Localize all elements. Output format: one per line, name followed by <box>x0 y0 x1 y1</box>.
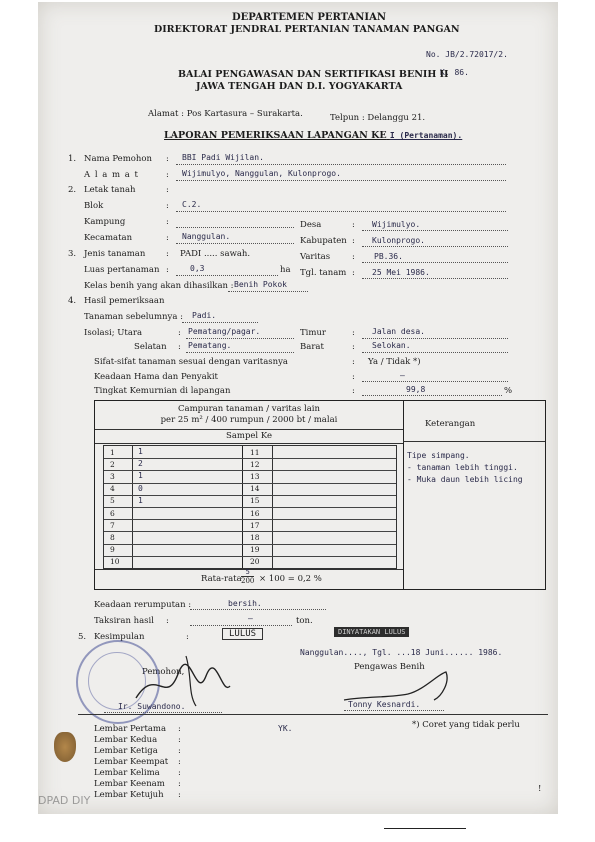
header-line1: DEPARTEMEN PERTANIAN <box>232 12 387 23</box>
luas-label: Luas pertanaman <box>84 265 160 275</box>
sample-number: 8 <box>110 532 115 542</box>
coret-note: *) Coret yang tidak perlu <box>412 720 520 730</box>
kemurnian-value: 99,8 <box>406 385 426 394</box>
lembar-label: Lembar Keenam <box>94 779 165 789</box>
sample-value: 2 <box>138 459 143 469</box>
hasil-label: Hasil pemeriksaan <box>84 296 165 306</box>
jenis-label: Jenis tanaman <box>84 249 146 259</box>
balai-line1: BALAI PENGAWASAN DAN SERTIFIKASI BENIH II <box>178 69 449 80</box>
lembar-colon: : <box>178 779 181 789</box>
keterangan-header: Keterangan <box>425 419 476 429</box>
lembar-label: Lembar Kedua <box>94 735 158 745</box>
sample-number: 7 <box>110 520 115 530</box>
lembar-label: Lembar Pertama <box>94 724 167 734</box>
varitas-value: PB.36. <box>374 252 403 261</box>
pemohon-name: Ir. Suwandono. <box>118 702 186 711</box>
kecamatan-value: Nanggulan. <box>182 232 231 241</box>
varitas-label: Varitas <box>300 252 331 262</box>
table-head-1: Campuran tanaman / varitas lain <box>178 404 320 414</box>
sample-value: 1 <box>138 471 143 481</box>
sample-number: 4 <box>110 484 115 494</box>
lembar-colon: : <box>178 768 181 778</box>
lembar-label: Lembar Kelima <box>94 768 160 778</box>
kemurnian-label: Tingkat Kemurnian di lapangan <box>94 386 231 396</box>
tgl-tanam-label: Tgl. tanam <box>300 268 347 278</box>
selatan-value: Pematang. <box>188 341 232 350</box>
kelas-label: Kelas benih yang akan dihasilkan : <box>84 281 234 291</box>
lembar-colon: : <box>178 735 181 745</box>
item-number-2: 2. <box>68 185 77 195</box>
item-number-4: 4. <box>68 296 77 306</box>
sebelumnya-value: Padi. <box>192 311 217 320</box>
lembar-label: Lembar Keempat <box>94 757 169 767</box>
sebelumnya-label: Tanaman sebelumnya : <box>84 312 183 322</box>
sample-number: 18 <box>250 532 260 542</box>
desa-value: Wijimulyo. <box>372 220 421 229</box>
watermark: DPAD DIY <box>38 794 91 807</box>
tgl-tanam-value: 25 Mei 1986. <box>372 268 430 277</box>
nama-label: Nama Pemohon <box>84 154 152 164</box>
lembar-label: Lembar Ketujuh <box>94 790 164 800</box>
header-telephone: Telpun : Delanggu 21. <box>330 113 426 123</box>
item-number-3: 3. <box>68 249 77 259</box>
side-mark: ! <box>538 784 542 794</box>
sample-number: 14 <box>250 484 260 494</box>
place-date: Nanggulan...., Tgl. ...18 Juni...... 1986. <box>300 648 503 657</box>
keterangan-line: - tanaman lebih tinggi. <box>407 463 518 472</box>
barat-label: Barat <box>300 342 324 352</box>
alamat-value: Wijimulyo, Nanggulan, Kulonprogo. <box>182 169 341 178</box>
lulus-stamp: DINYATAKAN LULUS <box>334 627 409 637</box>
page-underline <box>384 828 466 829</box>
taksiran-value: — <box>248 614 253 623</box>
sample-number: 9 <box>110 545 115 555</box>
sample-number: 12 <box>250 459 260 469</box>
rumput-value: bersih. <box>228 599 262 608</box>
lembar-row <box>94 782 278 801</box>
lembar-label: Lembar Ketiga <box>94 746 158 756</box>
hama-value: — <box>400 371 405 380</box>
sample-number: 15 <box>250 496 260 506</box>
sample-value: 0 <box>138 483 143 493</box>
lembar-value: YK. <box>278 724 293 733</box>
sifat-label: Sifat-sifat tanaman sesuai dengan varitasnya <box>94 357 288 367</box>
sample-number: 16 <box>250 508 260 518</box>
sample-number: 2 <box>110 459 115 469</box>
table-head-sampel: Sampel Ke <box>226 431 272 441</box>
report-title: LAPORAN PEMERIKSAAN LAPANGAN KE I (Pertanaman). <box>164 130 463 141</box>
balai-line2: JAWA TENGAH DAN D.I. YOGYAKARTA <box>196 81 403 92</box>
pengawas-label: Pengawas Benih <box>354 662 425 672</box>
kelas-value: Benih Pokok <box>234 280 287 289</box>
header-line2: DIREKTORAT JENDRAL PERTANIAN TANAMAN PANGAN <box>154 24 460 35</box>
letak-label: Letak tanah <box>84 185 136 195</box>
keterangan-line: Tipe simpang. <box>407 451 470 460</box>
lembar-colon: : <box>178 790 181 800</box>
timur-value: Jalan desa. <box>372 327 425 336</box>
sample-value: 1 <box>138 447 143 456</box>
kampung-label: Kampung <box>84 217 126 227</box>
nama-value: BBI Padi Wijilan. <box>182 153 264 162</box>
emblem-icon <box>54 732 76 762</box>
item-number-5: 5. <box>78 632 87 642</box>
sample-number: 13 <box>250 471 260 481</box>
alamat-label: A l a m a t <box>84 170 139 180</box>
header-address: Alamat : Pos Kartasura – Surakarta. <box>148 109 303 119</box>
sample-number: 19 <box>250 545 260 555</box>
luas-value: 0,3 <box>190 264 205 273</box>
rata-rata-label: Rata-rata <box>201 574 242 584</box>
barat-value: Selokan. <box>372 341 411 350</box>
sample-number: 10 <box>110 557 120 567</box>
desa-label: Desa <box>300 220 322 230</box>
sample-number: 5 <box>110 496 115 506</box>
document-number-2: K. 86. <box>440 68 469 77</box>
sample-number: 6 <box>110 508 115 518</box>
hama-label: Keadaan Hama dan Penyakit <box>94 372 218 382</box>
sample-value: 1 <box>138 495 143 505</box>
table-head-2: per 25 m² / 400 rumpun / 2000 bt / malai <box>160 415 338 425</box>
selatan-label: Selatan <box>134 342 167 352</box>
report-number: I (Pertanaman). <box>389 131 463 140</box>
item-number-1: 1. <box>68 154 77 164</box>
taksiran-unit: ton. <box>296 616 313 626</box>
kesimpulan-value: LULUS <box>222 628 263 640</box>
sample-number: 17 <box>250 520 260 530</box>
kabupaten-value: Kulonprogo. <box>372 236 425 245</box>
blok-value: C.2. <box>182 200 202 209</box>
sample-number: 3 <box>110 471 115 481</box>
pemohon-label: Pemohon, <box>142 667 185 677</box>
sifat-value: Ya / Tidak *) <box>368 357 421 367</box>
kabupaten-label: Kabupaten <box>300 236 347 246</box>
jenis-value: PADI ..... sawah. <box>180 249 251 259</box>
lembar-colon: : <box>178 746 181 756</box>
taksiran-label: Taksiran hasil <box>94 616 154 626</box>
document-number: No. JB/2.72017/2. <box>426 50 508 59</box>
kesimpulan-label: Kesimpulan <box>94 632 145 642</box>
pengawas-name: Tonny Kesnardi. <box>348 700 421 709</box>
sample-number: 1 <box>110 447 115 457</box>
kecamatan-label: Kecamatan <box>84 233 133 243</box>
keterangan-line: - Muka daun lebih licing <box>407 475 523 484</box>
timur-label: Timur <box>300 328 326 338</box>
sample-number: 20 <box>250 557 260 567</box>
sample-number: 11 <box>250 447 260 457</box>
blok-label: Blok <box>84 201 104 211</box>
utara-value: Pematang/pagar. <box>188 327 261 336</box>
luas-unit: ha <box>280 265 291 275</box>
rumput-label: Keadaan rerumputan : <box>94 600 192 610</box>
kemurnian-unit: % <box>504 386 513 396</box>
lembar-colon: : <box>178 757 181 767</box>
document-paper: DEPARTEMEN PERTANIAN DIREKTORAT JENDRAL PERTANIAN TANAMAN PANGAN No. JB/2.72017/2. K. 86. BALAI PENGAWASAN DAN SERTIFIKASI BENIH II JAWA TENGAH DAN D.I. YOGYAKARTA Alamat : Pos Kartasura – Surakarta. Telpun : Delanggu 21. LAPORAN PEMERIKSAAN LAPANGAN KE I (Pertanaman). 1. Nama Pemohon : BBI Padi Wijilan. A l a m a t : Wijimulyo, Nanggulan, Kulonprogo. 2. Letak tanah : Blok : C.2. Kampung : Desa : Wijimulyo. Kecamatan : Nanggulan. Kabupaten : Kulonprogo. 3. Jenis tanaman : PADI ..... sawah. Varitas : PB.36. Luas pertanaman : 0,3 ha Tgl. tanam : 25 Mei 1986. Kelas benih yang akan dihasilkan : Benih Pokok 4. Hasil pemeriksaan Tanaman sebelumnya : Padi. Isolasi; Utara : Pematang/pagar. Timur : Jalan desa. Selatan : Pematang. Barat : Selokan. Sifat-sifat tanaman sesuai dengan varitasnya : Ya / Tidak *) Keadaan Hama dan Penyakit : — Tingkat Kemurnian di lapangan : 99,8 % Campuran tanaman / varitas lain per 25 m² / 400 rumpun / 2000 bt / malai Sampel Ke Keterangan 1 1 11 2 2 12 3 1 13 4 0 14 5 1 15 6 16 7 17 8 18 9 19 10 20 Tipe simpang. - tanaman lebih tinggi. - Muka daun lebih licing Rata-rata 5 200 × 100 = 0,2 % Keadaan rerumputan : bersih. Taksiran hasil : — ton. 5. Kesimpulan : LULUS DINYATAKAN LULUS Nanggulan...., Tgl. ...18 Juni...... 1986. Pengawas Benih Pemohon, Ir. Suwandono. Tonny Kesnardi. Lembar Pertama : YK. Lembar Kedua : Lembar Ketiga : Lembar Keempat : Lembar Kelima : Lembar Keenam : Lembar Ketujuh : *) Coret yang tidak perlu DPAD DIY ! <box>38 2 558 814</box>
rata-rata-value: × 100 = 0,2 % <box>259 574 322 584</box>
rata-rata-fraction: 5 200 <box>241 568 255 585</box>
isolasi-label: Isolasi; Utara <box>84 328 143 338</box>
sample-table <box>94 400 546 590</box>
lembar-colon: : <box>178 724 181 734</box>
